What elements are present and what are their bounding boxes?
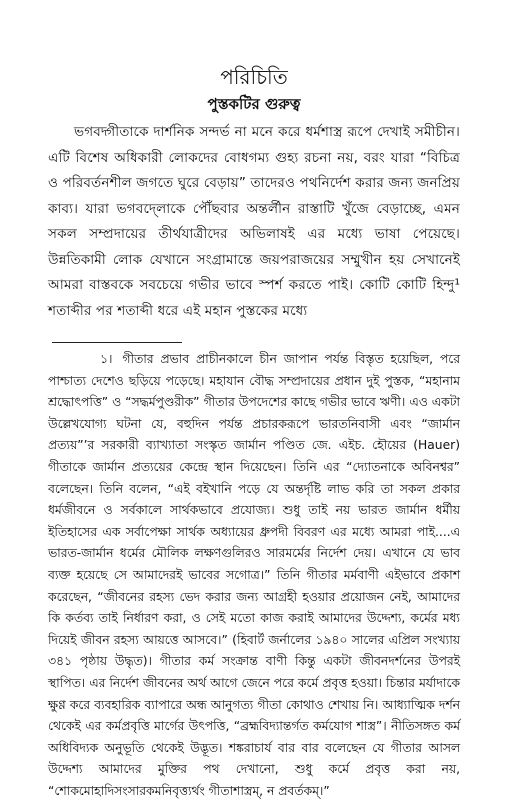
footnote-text: গীতার প্রভাব প্রাচীনকালে চীন জাপান পর্যন্ত বিস্তৃত হয়েছিল, পরে পাশ্চাত্য দেশেও ছড়িয়ে পড়েছে। মহাযান বৌদ্ধ সম্প্রদায়ের প্রধান দুই পুস্তক, “মহানাম শ্রদ্ধোৎপত্তি” ও “সদ্ধর্মপুণ্ডরীক” গীতার উপদেশের কাছে গভীর ভাবে ঋণী। এও একটা উল্লেখযোগ্য ঘটনা যে, বহুদিন পর্যন্ত প্রচারকরূপে ভারতনিবাসী এবং “জার্মান প্রত্যয়”’র সরকারী ব্যাখ্যাতা সংস্কৃত জার্মান পণ্ডিত জে. এইচ. হৌয়ের (Hauer) গীতাকে জার্মান প্রত্যয়ের কেন্দ্রে স্থান দিয়েছেন। তিনি এর “দ্যোতনাকে অবিনশ্বর” বলেছেন। তিনি বলেন, “এই বইখানি পড়ে যে অন্তর্দৃষ্টি লাভ করি তা সকল প্রকার ধর্মজীবনে ও সর্বকালে সার্থকভাবে প্রযোজ্য। শুধু তাই নয় ভারত জার্মান ধর্মীয় ইতিহাসের এক সর্বাপেক্ষা সার্থক অধ্যায়ের ধ্রুপদী বিবরণ এর মধ্যে আমরা পাই....এ ভারত-জার্মান ধর্মের মৌলিক লক্ষণগুলিরও সারমর্মের নির্দেশ দেয়। এখানে যে ভাব ব্যক্ত হয়েছে সে আমাদেরই ভাবের সগোত্র।” তিনি গীতার মর্মবাণী এইভাবে প্রকাশ করেছেন, “জীবনের রহস্য ভেদ করার জন্য আগ্রহী হওয়ার প্রয়োজন নেই, আমাদের কি কর্তব্য তাই নির্ধারণ করা, ও সেই মতো কাজ করাই আমাদের উদ্দেশ্য, কর্মের মধ্য দিয়েই জীবন রহস্য আয়ত্তে আসবে।” (হিবার্ট জর্নালের ১৯৪০ সালের এপ্রিল সংখ্যায় ৩৪১ পৃষ্ঠায় উদ্ধৃত)। গীতার কর্ম সংক্রান্ত বাণী কিন্তু একটা জীবনদর্শনের উপরই স্থাপিত। এর নির্দেশ জীবনের অর্থ আগে জেনে পরে কর্মে প্রবৃত্ত হওয়া। চিন্তার মর্যাদাকে ক্ষুণ্ণ করে ব্যবহারিক ব্যাপারে অন্ধ আনুগত্য গীতা কোথাও শেখায় নি। আধ্যাত্মিক দর্শন থেকেই এর কর্মপ্রবৃত্তি মার্গের উৎপত্তি, “ব্রহ্মবিদ্যান্তর্গত কর্মযোগ শাস্ত্র”। নীতিসঙ্গত কর্ম অধিবিদ্যক অনুভূতি থেকেই উদ্ভূত। শঙ্করাচার্য বার বার বলেছেন যে গীতার আসল উদ্দেশ্য আমাদের মুক্তির পথ দেখানো, শুধু কর্মে প্রবৃত্ত করা নয়, “শোকমোহাদিসংসারকমনিবৃত্ত্যর্থং গীতাশাস্ত্রম্, ন প্রবর্তকম্।” bbox=[48, 352, 460, 798]
footnote bbox=[48, 349, 460, 802]
body-paragraph: ভগবদ্গীতাকে দার্শনিক সন্দর্ভ না মনে করে ধর্মশাস্ত্র রূপে দেখাই সমীচীন। এটি বিশেষ অধিকারী লোকদের বোধগম্য গুহ্য রচনা নয়, বরং যারা “বিচিত্র ও পরিবর্তনশীল জগতে ঘুরে বেড়ায়” তাদেরও পথনির্দেশ করার জন্য জনপ্রিয় কাব্য। যারা ভগবদ্লোকে পৌঁছবার অন্তর্লীন রাস্তাটি খুঁজে বেড়াচ্ছে, এমন সকল সম্প্রদায়ের তীর্থযাত্রীদের অভিলাষই এর মধ্যে ভাষা পেয়েছে। উন্নতিকামী লোক যেখানে সংগ্রামান্তে জয়পরাজয়ের সম্মুখীন হয় সেখানেই আমরা বাস্তবকে সবচেয়ে গভীর ভাবে স্পর্শ করতে পাই। কোটি কোটি হিন্দু¹ শতাব্দীর পর শতাব্দী ধরে এই মহান পুস্তকের মধ্যে bbox=[48, 124, 460, 319]
chapter-title: পরিচিতি bbox=[220, 65, 288, 89]
section-subtitle: পুস্তকটির গুরুত্ব bbox=[207, 95, 301, 113]
footnote-number: ১। bbox=[100, 352, 113, 366]
footnote-divider bbox=[52, 342, 182, 343]
